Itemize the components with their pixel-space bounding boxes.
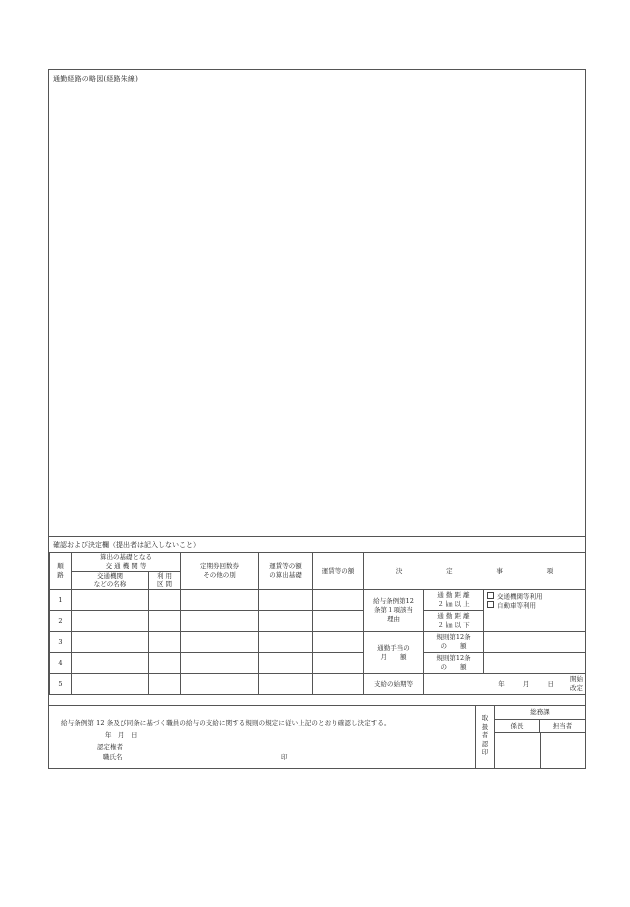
cell-transport[interactable] [72, 590, 149, 611]
cell-fare-basis[interactable] [259, 653, 313, 674]
row-number: 2 [50, 611, 72, 632]
cell-fare[interactable] [313, 674, 364, 695]
cell-fare-basis[interactable] [259, 674, 313, 695]
header-basis: 算出の基礎となる 交 通 機 関 等 [72, 553, 181, 572]
rule12-amount-1: 規則第12条 の 額 [424, 632, 484, 653]
option-transport[interactable]: 交通機関等利用 [487, 592, 585, 601]
cell-section[interactable] [149, 611, 181, 632]
chief-label: 係長 [495, 719, 540, 733]
rule12-amount-2: 規則第12条 の 額 [424, 653, 484, 674]
cell-ticket[interactable] [181, 674, 259, 695]
checkbox-icon[interactable] [487, 592, 494, 599]
distance-under: 通 勤 距 離 ２ ㎞ 以 下 [424, 611, 484, 632]
option-car[interactable]: 自動車等利用 [487, 601, 585, 610]
header-order: 順 路 [50, 553, 72, 590]
approval-date: 年 月 日 [105, 731, 138, 739]
handler-seal-label: 取 扱 者 認 印 [475, 706, 495, 769]
cell-section[interactable] [149, 653, 181, 674]
confirm-section-title: 確認および決定欄（提出者は記入しないこと） [53, 541, 200, 549]
cell-transport[interactable] [72, 611, 149, 632]
usage-options [484, 590, 586, 632]
header-fare-amount: 運賃等の額 [313, 553, 364, 590]
header-fare-basis: 運賃等の額 の算出基礎 [259, 553, 313, 590]
cell-fare[interactable] [313, 653, 364, 674]
decision-char-1: 決 [395, 566, 403, 575]
cell-transport[interactable] [72, 632, 149, 653]
cell-transport[interactable] [72, 653, 149, 674]
cell-ticket[interactable] [181, 653, 259, 674]
payment-start-label: 支給の始期等 [364, 674, 424, 695]
cell-fare[interactable] [313, 632, 364, 653]
cell-fare-basis[interactable] [259, 590, 313, 611]
header-usage-section: 利 用 区 間 [149, 571, 181, 590]
confirmation-table [49, 552, 586, 695]
authorizer-label: 認定権者 [97, 743, 123, 751]
checkbox-icon[interactable] [487, 601, 494, 608]
cell-section[interactable] [149, 674, 181, 695]
row-number: 4 [50, 653, 72, 674]
decision-char-3: 事 [496, 566, 503, 575]
cell-fare[interactable] [313, 590, 364, 611]
seal-mark: 印 [281, 753, 288, 761]
row-number: 5 [50, 674, 72, 695]
start-revise-label: 開始 改定 [570, 675, 584, 693]
cell-ticket[interactable] [181, 611, 259, 632]
department-label: 総務課 [495, 706, 585, 720]
cell-fare-basis[interactable] [259, 632, 313, 653]
decision-char-2: 定 [446, 566, 453, 575]
approval-section [49, 705, 585, 769]
person-in-charge-label: 担当者 [540, 719, 585, 733]
header-transport-name: 交通機関 などの名称 [72, 571, 149, 590]
monthly-allowance: 通勤手当の 月 額 [364, 632, 424, 674]
payment-start-date[interactable]: 年 月 日 開始 改定 [424, 674, 586, 695]
header-decision [364, 553, 586, 590]
distance-over: 通 勤 距 離 ２ ㎞ 以 上 [424, 590, 484, 611]
official-name-label: 職氏名 [103, 753, 123, 761]
cell-transport[interactable] [72, 674, 149, 695]
cell-fare[interactable] [313, 611, 364, 632]
cell-fare-basis[interactable] [259, 611, 313, 632]
declaration-text: 給与条例第 12 条及び同条に基づく職員の給与の支給に関する規則の規定に従い上記のとおり確認し決定する。 [61, 719, 391, 727]
row-number: 3 [50, 632, 72, 653]
stamp-divider [540, 733, 541, 769]
cell-ticket[interactable] [181, 632, 259, 653]
rule12-value-2[interactable] [484, 653, 586, 674]
decision-char-4: 項 [546, 566, 554, 575]
header-ticket-type: 定期券回数券 その他の別 [181, 553, 259, 590]
route-map-area[interactable] [49, 70, 585, 537]
map-title: 通勤経路の略図(経路朱線) [53, 75, 139, 83]
cell-section[interactable] [149, 590, 181, 611]
cell-ticket[interactable] [181, 590, 259, 611]
cell-section[interactable] [149, 632, 181, 653]
kyuyo-reason: 給与条例第12 条第１項該当 理由 [364, 590, 424, 632]
rule12-value-1[interactable] [484, 632, 586, 653]
row-number: 1 [50, 590, 72, 611]
commute-form [48, 69, 586, 769]
